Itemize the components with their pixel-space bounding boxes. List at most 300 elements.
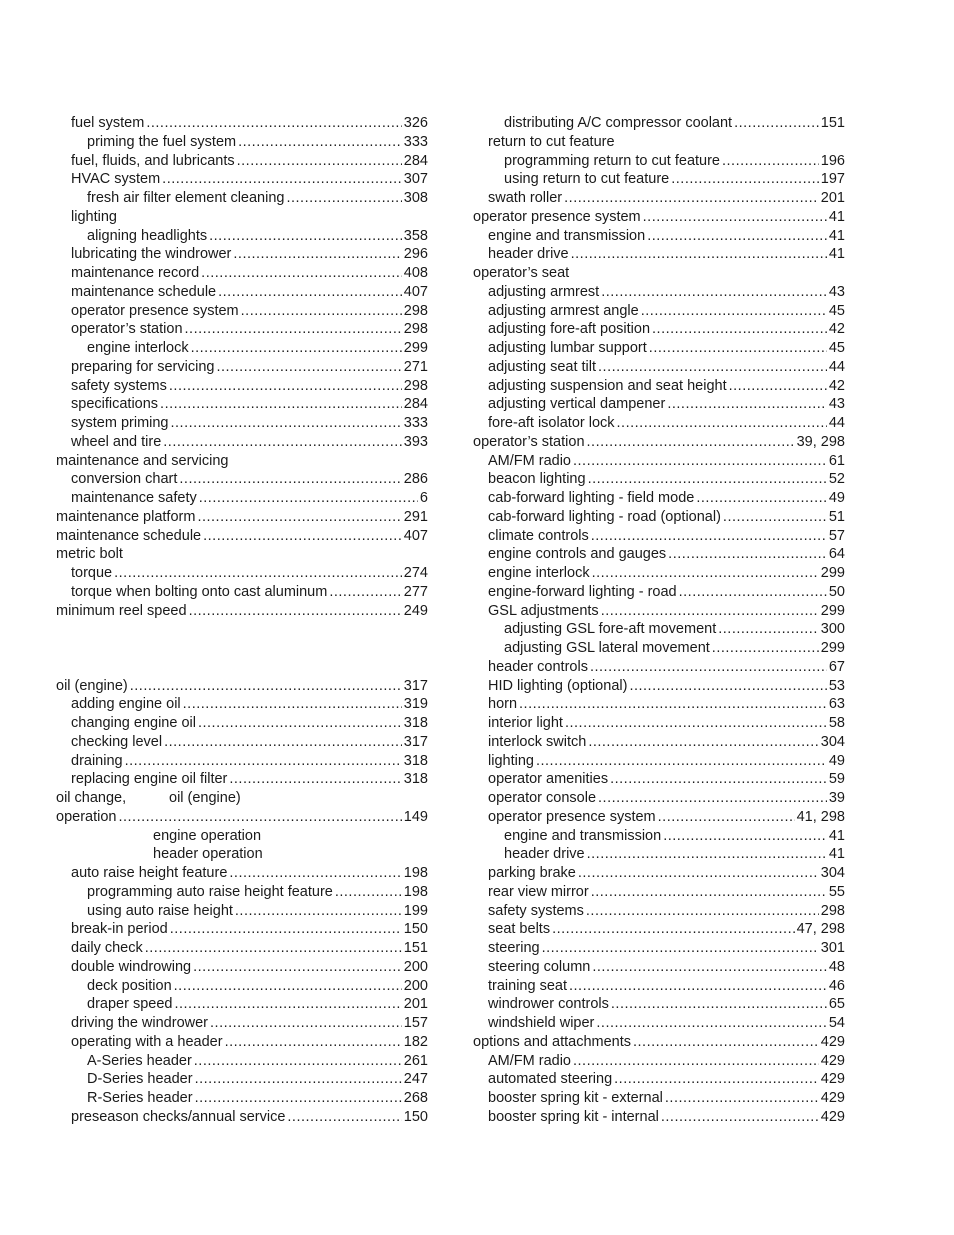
index-entry [473,1108,845,1127]
dot-leader [569,977,827,996]
index-entry-page: 46 [828,977,845,994]
dot-leader [573,1052,819,1071]
dot-leader [587,845,827,864]
index-entry-page: 196 [820,152,845,169]
index-entry-label: header controls [488,658,588,675]
index-entry [56,508,428,527]
index-entry-page: 299 [820,602,845,619]
dot-leader [591,527,827,546]
index-entry-label: swath roller [488,190,563,206]
index-entry [473,208,845,227]
index-entry-label: automated steering [488,1071,613,1088]
index-entry-label: booster spring kit - external [488,1090,663,1106]
index-entry [473,414,845,433]
index-entry [473,977,845,996]
dot-leader [598,358,827,377]
index-entry-page: 65 [828,996,845,1013]
dot-leader [633,1033,819,1052]
index-entry-label: operating with a header [71,1033,223,1050]
dot-leader [663,827,827,846]
index-entry [56,1052,428,1071]
index-entry-label: engine and transmission [504,827,662,844]
index-entry [473,545,845,564]
index-entry-label: engine operation [153,827,262,844]
dot-leader [164,733,402,752]
index-entry-label: draper speed [87,996,173,1013]
dot-leader [146,114,401,133]
dot-leader [287,1108,401,1127]
index-entry-page: 45 [828,302,845,319]
index-entry [473,845,845,864]
dot-leader [592,958,827,977]
index-entry-page: 317 [403,733,428,750]
index-entry-label: adjusting fore-aft position [488,321,651,338]
index-entry-page: 41 [828,208,845,225]
index-entry [473,583,845,602]
index-entry [56,433,428,452]
index-entry [56,114,428,133]
index-entry-page: 318 [403,771,428,788]
index-entry [56,264,428,283]
index-entry [473,470,845,489]
dot-leader [590,658,827,677]
index-entry [473,302,845,321]
index-entry-label: safety systems [71,377,167,394]
index-entry-label: HID lighting (optional) [488,677,628,694]
index-entry-label: system priming [71,415,169,431]
index-entry-page: 52 [828,471,845,488]
index-entry [473,114,845,133]
index-entry-label: engine interlock [488,565,590,581]
dot-leader [130,677,402,696]
dot-leader [734,114,819,133]
index-entry-label: torque [71,565,113,581]
dot-leader [571,245,827,264]
index-entry [473,283,845,302]
index-entry-page: 39, 298 [796,433,845,450]
index-entry-label: distributing A/C compressor coolant [504,115,733,131]
dot-leader [195,1089,402,1108]
index-entry-page: 43 [828,396,845,413]
index-entry-page: 326 [403,115,428,131]
index-entry [473,864,845,883]
index-entry-page: 63 [828,696,845,713]
index-entry-label: options and attachments [473,1033,631,1050]
index-entry-page: 201 [820,190,845,206]
index-entry [56,545,428,564]
index-entry-page: 319 [403,696,428,713]
index-entry-page: 298 [820,902,845,919]
index-entry-label: A-Series header [87,1052,192,1069]
index-entry [473,602,845,621]
index-entry [473,245,845,264]
index-entry-page: 67 [828,658,845,675]
index-entry [473,902,845,921]
index-entry-page: 47, 298 [796,921,845,938]
dot-leader [169,377,402,396]
dot-leader [667,395,827,414]
index-entry-label: adjusting GSL lateral movement [504,640,710,656]
index-entry-page: 298 [403,302,428,319]
index-entry-label: minimum reel speed [56,602,187,619]
dot-leader [668,545,827,564]
index-entry [473,395,845,414]
dot-leader [588,470,827,489]
index-entry [56,920,428,939]
index-entry-label: horn [488,696,518,713]
index-entry [473,620,845,639]
index-entry-label: using auto raise height [87,902,233,919]
index-entry [473,264,845,283]
index-entry-page: 39 [828,790,845,806]
index-entry-page: 200 [403,958,428,975]
index-entry [473,677,845,696]
dot-leader [591,883,827,902]
index-entry-label: operation [56,808,117,825]
index-entry [56,995,428,1014]
dot-leader [209,227,402,246]
dot-leader [171,414,402,433]
index-entry [56,470,428,489]
index-entry-page: 249 [403,602,428,619]
index-entry-page: 286 [403,471,428,488]
index-entry-label: operator’s station [473,433,585,450]
index-entry [56,452,428,471]
index-entry-page: 308 [403,190,428,206]
index-entry [473,827,845,846]
index-entry-label: engine and transmission [488,227,646,244]
index-entry-page: 41 [828,246,845,263]
index-entry-label: booster spring kit - internal [488,1108,659,1125]
dot-leader [649,339,827,358]
index-entry-label: checking level [71,733,163,750]
index-entry-label: oil (engine) [56,677,128,694]
dot-leader [162,170,402,189]
index-entry-label: adjusting armrest angle [488,302,639,319]
index-entry-label: fore-aft isolator lock [488,415,615,431]
index-entry-label: windrower controls [488,996,609,1013]
index-entry-label: windshield wiper [488,1015,595,1031]
index-entry-label: operator presence system [488,808,656,825]
dot-leader [601,602,819,621]
index-entry-page: 150 [403,1108,428,1125]
index-entry-label: deck position [87,977,172,994]
index-entry-label: preseason checks/annual service [71,1108,286,1125]
index-entry-page: 407 [403,527,428,544]
index-entry [473,958,845,977]
index-entry [56,1070,428,1089]
index-entry [56,377,428,396]
index-entry [56,302,428,321]
index-entry-page: 43 [828,283,845,300]
index-entry [56,152,428,171]
index-entry-label: changing engine oil [71,715,196,731]
dot-leader [194,1052,402,1071]
dot-leader [198,714,402,733]
dot-leader [586,902,819,921]
index-entry-page: 49 [828,490,845,506]
index-entry-label: fuel, fluids, and lubricants [71,152,235,169]
dot-leader [573,452,827,471]
index-entry [473,452,845,471]
dot-leader [671,170,819,189]
dot-leader [125,752,402,771]
dot-leader [614,1070,819,1089]
dot-leader [174,977,402,996]
index-entry-label: adjusting seat tilt [488,358,597,375]
index-entry [473,433,845,452]
dot-leader [191,339,402,358]
index-entry [473,658,845,677]
index-entry [473,752,845,771]
index-entry-label: aligning headlights [87,227,208,244]
index-entry-page: 48 [828,958,845,975]
index-entry [473,489,845,508]
index-entry-label: wheel and tire [71,433,162,450]
index-entry-label: adjusting lumbar support [488,340,647,356]
dot-leader [647,227,827,246]
index-entry [473,133,845,152]
index-entry-page: 429 [820,1033,845,1050]
dot-leader [722,152,819,171]
index-entry [473,789,845,808]
index-entry-page: 57 [828,527,845,544]
dot-leader [218,283,402,302]
index-entry-label: lighting [488,752,534,769]
dot-leader [233,245,401,264]
index-entry-page: 197 [820,171,845,188]
index-entry-label: engine-forward lighting - road [488,583,677,600]
dot-leader [610,770,827,789]
index-entry-page: 429 [820,1071,845,1088]
dot-leader [237,152,402,171]
dot-leader [629,677,826,696]
index-entry [473,377,845,396]
index-entry [473,714,845,733]
index-entry-label: operator presence system [473,208,641,225]
index-entry-page: 6 [419,490,428,506]
index-entry-label: climate controls [488,527,589,544]
index-entry [473,339,845,358]
dot-leader [519,695,827,714]
index-entry [56,808,428,827]
index-entry [56,695,428,714]
index-entry-label: training seat [488,977,567,994]
dot-leader [658,808,795,827]
index-entry-page: 299 [403,340,428,356]
index-entry-page: 333 [403,415,428,431]
index-entry [56,958,428,977]
index-entry-label: operator console [488,790,597,806]
index-entry [56,714,428,733]
index-entry-page: 44 [828,358,845,375]
index-entry-label: maintenance schedule [71,283,217,300]
index-entry [473,170,845,189]
index-entry-label: maintenance platform [56,508,196,525]
index-entry-label: maintenance record [71,265,200,281]
section-gap [56,639,428,658]
index-entry-page: 317 [403,677,428,694]
index-entry [56,527,428,546]
index-entry-label: double windrowing [71,958,192,975]
dot-leader [542,939,819,958]
index-entry-label: engine interlock [87,340,189,356]
index-entry [56,902,428,921]
dot-leader [203,527,402,546]
dot-leader [201,264,402,283]
index-entry-label: preparing for servicing [71,358,215,375]
index-entry [56,827,428,846]
index-entry-label: oil change, [56,790,127,806]
index-entry-label: replacing engine oil filter [71,771,228,788]
dot-leader [643,208,827,227]
index-entry-label: AM/FM radio [488,452,571,469]
index-entry-label: fresh air filter element cleaning [87,190,285,206]
index-entry-label: metric bolt [56,546,123,563]
index-entry-label: adjusting GSL fore-aft movement [504,621,717,638]
index-entry-label: priming the fuel system [87,133,237,150]
index-entry-page: 271 [403,358,428,375]
index-entry-label: adjusting vertical dampener [488,396,666,413]
index-entry [473,508,845,527]
dot-leader [189,602,402,621]
index-entry-page: 299 [820,565,845,581]
index-entry [473,770,845,789]
index-entry-page: 182 [403,1033,428,1050]
dot-leader [210,1014,402,1033]
dot-leader [723,508,827,527]
index-entry [56,845,428,864]
index-entry-label: fuel system [71,115,145,131]
index-entry-page: 59 [828,771,845,788]
index-entry [56,395,428,414]
index-entry [56,789,428,808]
index-entry [473,527,845,546]
index-entry-page: 407 [403,283,428,300]
index-entry-page: 318 [403,752,428,769]
dot-leader [565,714,827,733]
dot-leader [587,433,795,452]
index-entry [473,227,845,246]
index-entry-page: 55 [828,883,845,900]
index-entry [56,414,428,433]
index-entry-label: adding engine oil [71,696,181,713]
dot-leader [592,564,819,583]
index-entry-label: operator’s station [71,321,183,338]
index-entry-page: 408 [403,265,428,281]
index-entry-label: header drive [488,246,569,263]
index-entry-page: 41 [828,846,845,863]
index-entry-label: steering [488,940,540,956]
index-entry-page: 53 [828,677,845,694]
dot-leader [578,864,819,883]
index-entry-label: adjusting armrest [488,283,600,300]
index-entry [56,170,428,189]
index-entry [473,1014,845,1033]
dot-leader [564,189,819,208]
index-entry-label: draining [71,752,123,769]
index-entry-page: 277 [403,583,428,600]
dot-leader [179,470,401,489]
index-entry-page: 284 [403,396,428,413]
index-entry-page: 298 [403,321,428,338]
index-entry-page: 291 [403,508,428,525]
index-entry-label: parking brake [488,865,576,881]
index-entry [56,189,428,208]
dot-leader [216,358,401,377]
index-entry [56,864,428,883]
index-entry-page: 429 [820,1108,845,1125]
dot-leader [617,414,827,433]
index-entry-label: torque when bolting onto cast aluminum [71,583,328,600]
index-entry [56,1014,428,1033]
index-entry-page: 333 [403,133,428,150]
index-entry-label: cab-forward lighting - road (optional) [488,508,721,525]
index-entry-label: HVAC system [71,171,161,188]
index-entry [56,1089,428,1108]
index-entry-page: 429 [820,1090,845,1106]
index-entry [473,152,845,171]
index-entry-label: cab-forward lighting - field mode [488,490,695,506]
index-entry-page: 51 [828,508,845,525]
index-entry [56,1108,428,1127]
index-entry [473,1089,845,1108]
dot-leader [712,639,819,658]
dot-leader [718,620,819,639]
index-column-right [473,114,845,1127]
dot-leader [598,789,827,808]
index-entry [473,1033,845,1052]
dot-leader [197,508,401,527]
index-entry-label: return to cut feature [488,133,615,150]
dot-leader [729,377,827,396]
dot-leader [199,489,418,508]
dot-leader [241,302,402,321]
dot-leader [696,489,827,508]
index-entry-page: 429 [820,1052,845,1069]
index-entry-page: 198 [403,883,428,900]
dot-leader [652,320,827,339]
index-entry [56,320,428,339]
index-entry-page: 49 [828,752,845,769]
index-entry [56,977,428,996]
dot-leader [661,1108,819,1127]
index-entry [56,883,428,902]
index-entry-page: 41, 298 [796,808,845,825]
dot-leader [588,733,818,752]
dot-leader [238,133,402,152]
index-entry [56,770,428,789]
dot-leader [536,752,827,771]
index-entry [56,227,428,246]
index-entry-page: 318 [403,715,428,731]
index-entry-page: 41 [828,227,845,244]
dot-leader [329,583,401,602]
dot-leader [679,583,827,602]
index-entry [56,358,428,377]
dot-leader [145,939,402,958]
index-entry-page: 61 [828,452,845,469]
dot-leader [335,883,402,902]
index-entry-page: 54 [828,1015,845,1031]
index-entry-page: 42 [828,377,845,394]
index-entry-label: lubricating the windrower [71,246,232,263]
dot-leader [641,302,827,321]
index-entry-page: 44 [828,415,845,431]
index-entry-label: header drive [504,846,585,863]
index-entry [473,883,845,902]
index-entry-page: 198 [403,865,428,881]
